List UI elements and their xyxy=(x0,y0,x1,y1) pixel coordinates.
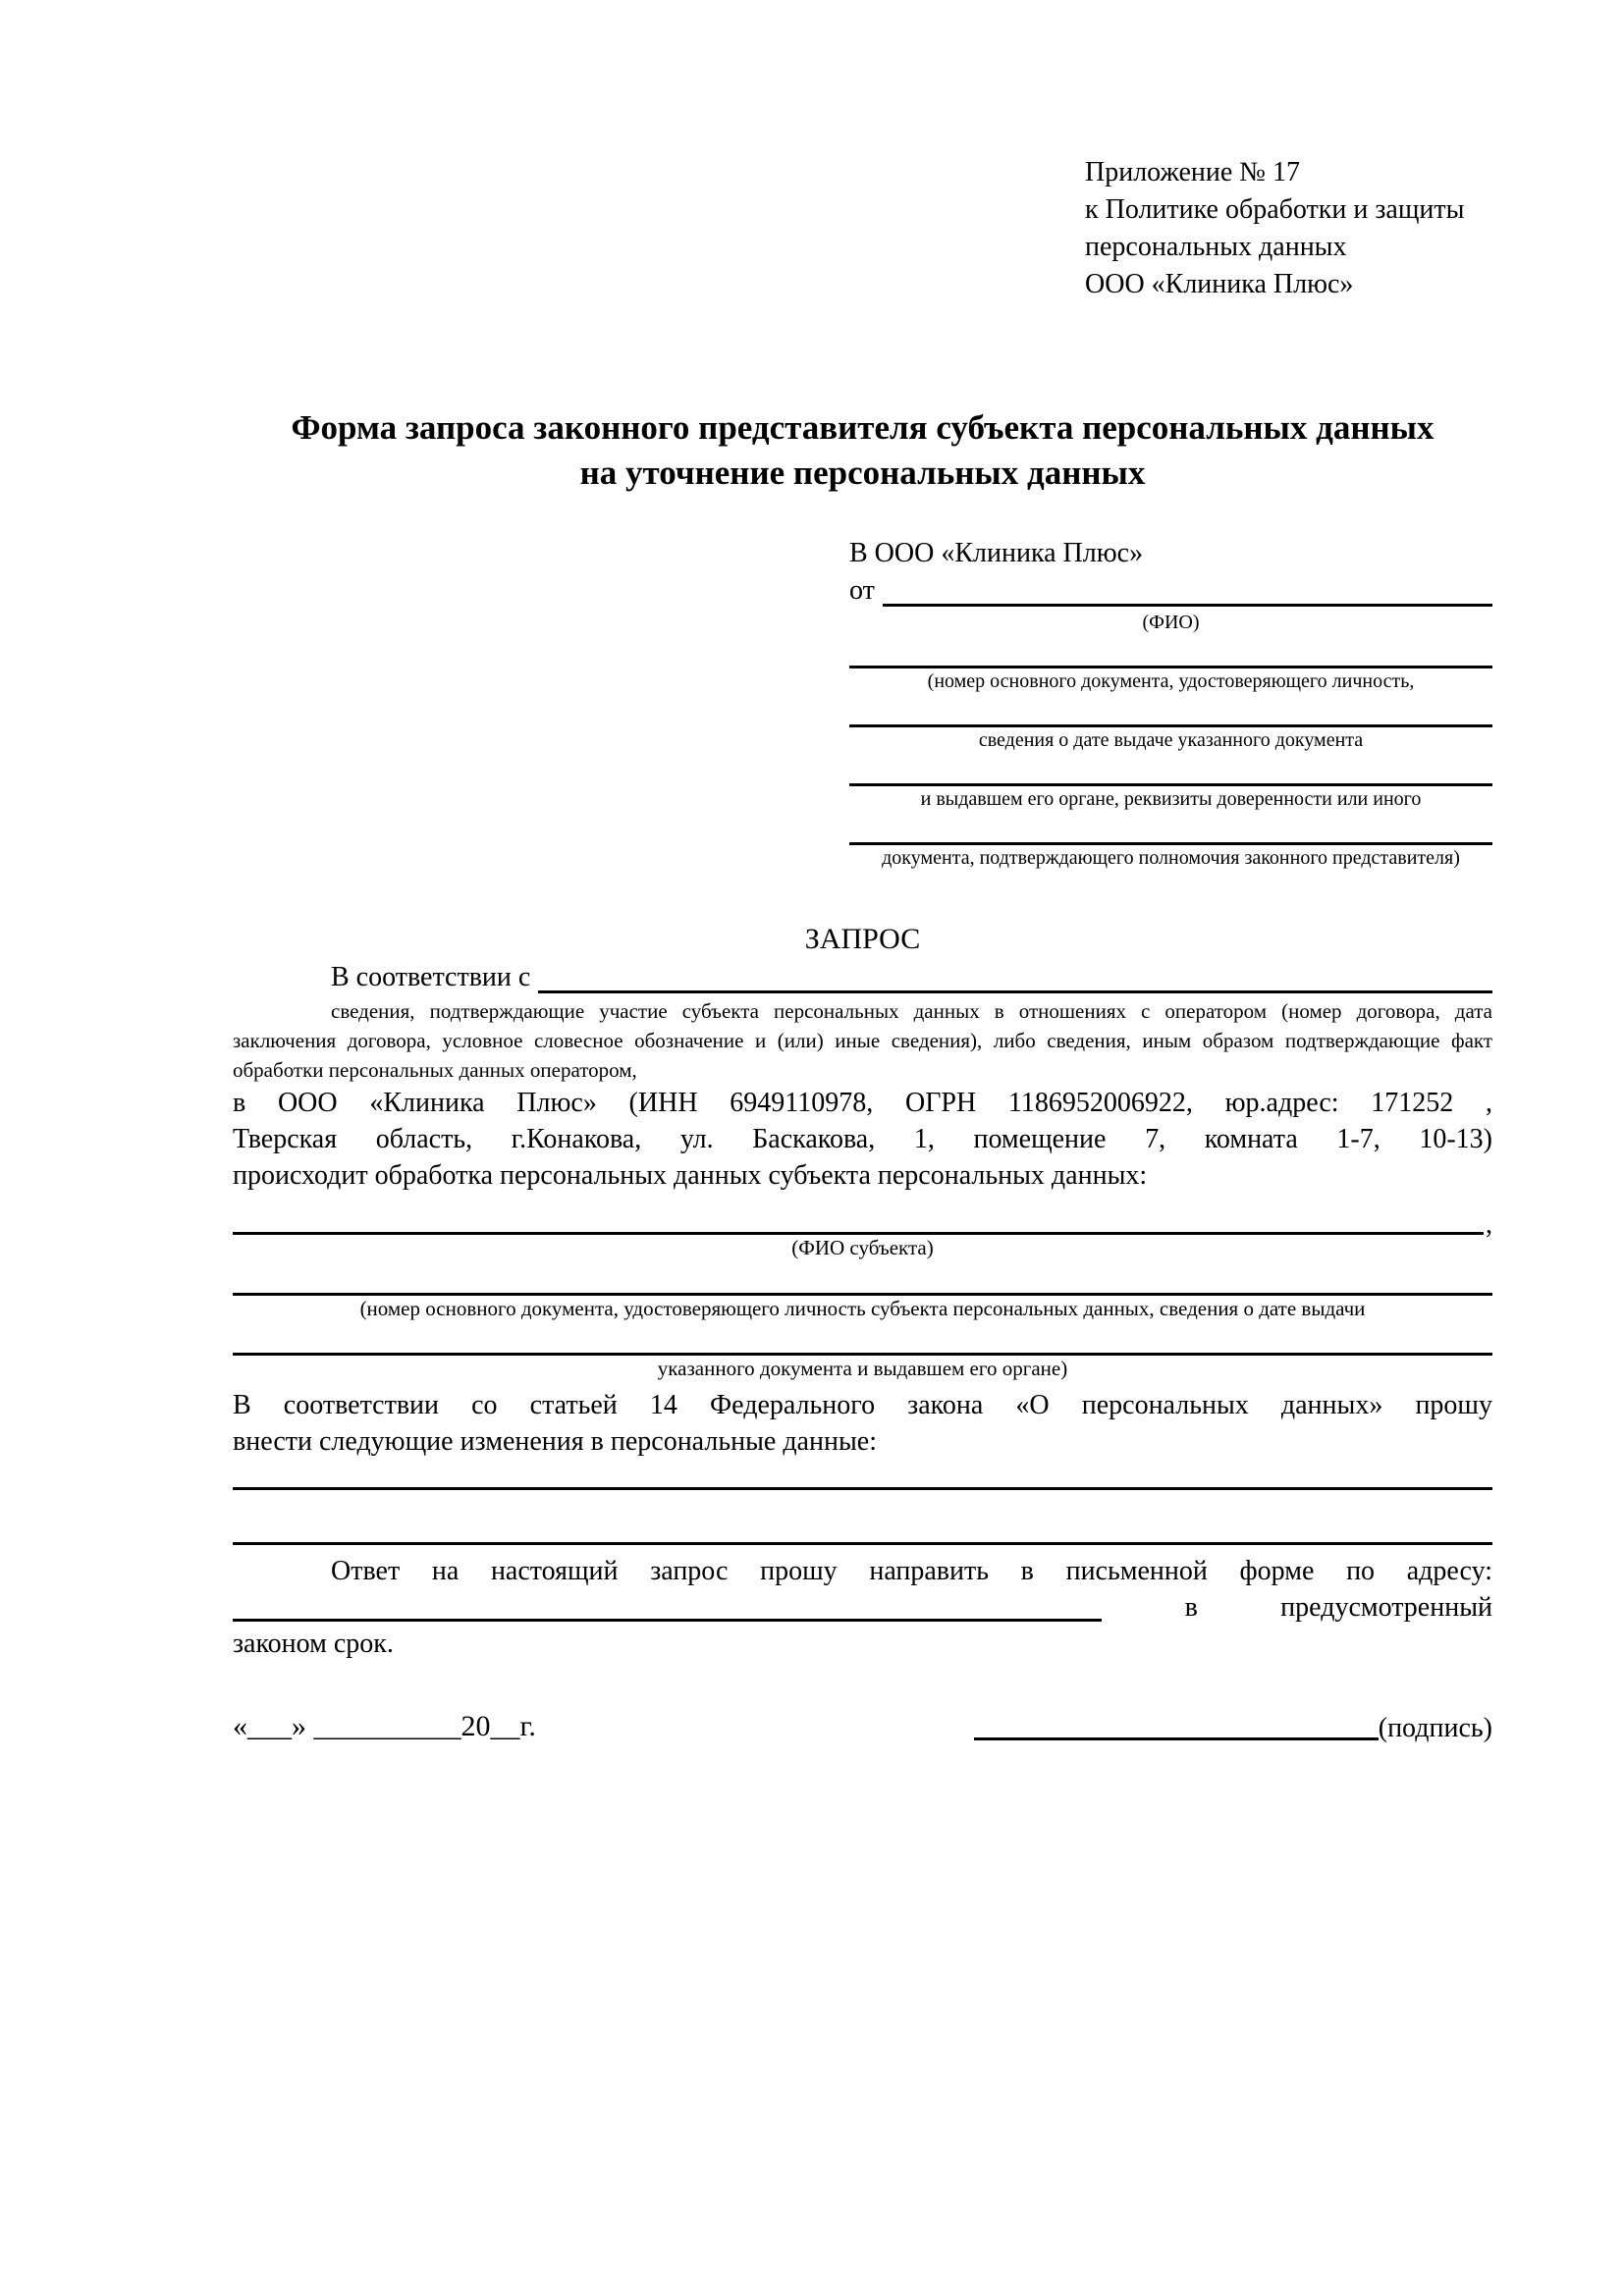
accordance-fill-line xyxy=(538,990,1492,993)
law-paragraph xyxy=(233,1387,1492,1460)
appendix-note xyxy=(1085,154,1492,303)
document-title-line1: Форма запроса законного представителя субъекта персональных данных xyxy=(291,408,1435,447)
document-title xyxy=(233,405,1492,496)
operator-paragraph-line: происходит обработка персональных данных субъекта персональных данных: xyxy=(233,1160,1148,1191)
operator-paragraph xyxy=(233,1085,1492,1194)
accordance-label: В соответствии с xyxy=(331,962,531,992)
appendix-note-line: персональных данных xyxy=(1085,232,1347,262)
subject-doc-fill-line-1 xyxy=(233,1260,1492,1296)
answer-paragraph xyxy=(233,1553,1492,1662)
law-paragraph-line: внести следующие изменения в персональные данные: xyxy=(233,1426,877,1457)
signature-fill-line xyxy=(974,1737,1379,1740)
accordance-row xyxy=(233,959,1492,996)
id-doc-fill-line-2 xyxy=(849,694,1492,727)
signature-block xyxy=(974,1710,1492,1747)
law-paragraph-line: В соответствии со статьей 14 Федерального закона «О персональных данных» прошу xyxy=(233,1390,1492,1420)
subject-fio-caption: (ФИО субъекта) xyxy=(791,1236,934,1259)
from-label: от xyxy=(849,575,875,606)
request-heading: ЗАПРОС xyxy=(804,923,921,955)
answer-paragraph-line1: Ответ на настоящий запрос прошу направить в письменной форме по адресу: xyxy=(331,1556,1492,1586)
subject-fio-row xyxy=(233,1209,1492,1240)
trailing-comma: , xyxy=(1486,1209,1492,1240)
document-title-line2: на уточнение персональных данных xyxy=(579,454,1146,492)
operator-paragraph-line: в ООО «Клиника Плюс» (ИНН 6949110978, ОГРН 1186952006922, юр.адрес: 171252 , xyxy=(233,1088,1492,1118)
subject-blanks xyxy=(233,1209,1492,1381)
footnote-line: сведения, подтверждающие участие субъекта персональных данных в отношениях с оператором (номер договора, дата xyxy=(331,999,1492,1023)
id-doc-fill-line-1 xyxy=(849,635,1492,668)
answer-mid-word: в xyxy=(1184,1592,1198,1623)
footnote-line: обработки персональных данных оператором, xyxy=(233,1058,637,1082)
id-doc-caption-3: и выдавшем его органе, реквизиты доверенности или иного xyxy=(920,788,1422,810)
subject-doc-caption-1: (номер основного документа, удостоверяющего личность субъекта персональных данных, сведения о дате выдачи xyxy=(359,1297,1366,1320)
addressee-block xyxy=(849,535,1492,871)
fio-fill-line xyxy=(883,604,1492,607)
footnote-line: заключения договора, условное словесное обозначение и (или) иные сведения), либо сведения, иным образом подтверждающие факт xyxy=(233,1029,1492,1052)
answer-address-row xyxy=(233,1589,1492,1626)
appendix-note-line: Приложение № 17 xyxy=(1085,157,1300,187)
appendix-note-line: к Политике обработки и защиты xyxy=(1085,194,1465,225)
appendix-note-line: ООО «Клиника Плюс» xyxy=(1085,269,1354,299)
answer-paragraph-line3: законом срок. xyxy=(233,1629,394,1659)
id-doc-caption-1: (номер основного документа, удостоверяющего личность, xyxy=(927,670,1415,692)
subject-doc-caption-2: указанного документа и выдавшем его органе) xyxy=(657,1357,1068,1380)
id-doc-fill-line-4 xyxy=(849,812,1492,845)
id-doc-caption-4: документа, подтверждающего полномочия законного представителя) xyxy=(882,847,1460,869)
operator-paragraph-line: Тверская область, г.Конакова, ул. Баскакова, 1, помещение 7, комната 1-7, 10-13) xyxy=(233,1124,1492,1154)
addressee-from-row xyxy=(849,572,1492,610)
id-doc-caption-2: сведения о дате выдаче указанного документа xyxy=(978,729,1364,751)
subject-doc-fill-line-2 xyxy=(233,1321,1492,1356)
changes-fill-line-2 xyxy=(233,1542,1492,1545)
changes-fill-line-1 xyxy=(233,1487,1492,1490)
footnote-text xyxy=(233,996,1492,1085)
date-signature-row xyxy=(233,1706,1492,1747)
answer-end-word: предусмотренный xyxy=(1280,1592,1492,1623)
signature-caption: (подпись) xyxy=(1378,1713,1492,1743)
id-doc-fill-line-3 xyxy=(849,753,1492,786)
date-fill-text: «___» __________20__г. xyxy=(233,1710,536,1742)
address-fill-line xyxy=(233,1619,1102,1622)
fio-caption: (ФИО) xyxy=(1142,612,1200,633)
addressee-to: В ООО «Клиника Плюс» xyxy=(849,538,1144,568)
